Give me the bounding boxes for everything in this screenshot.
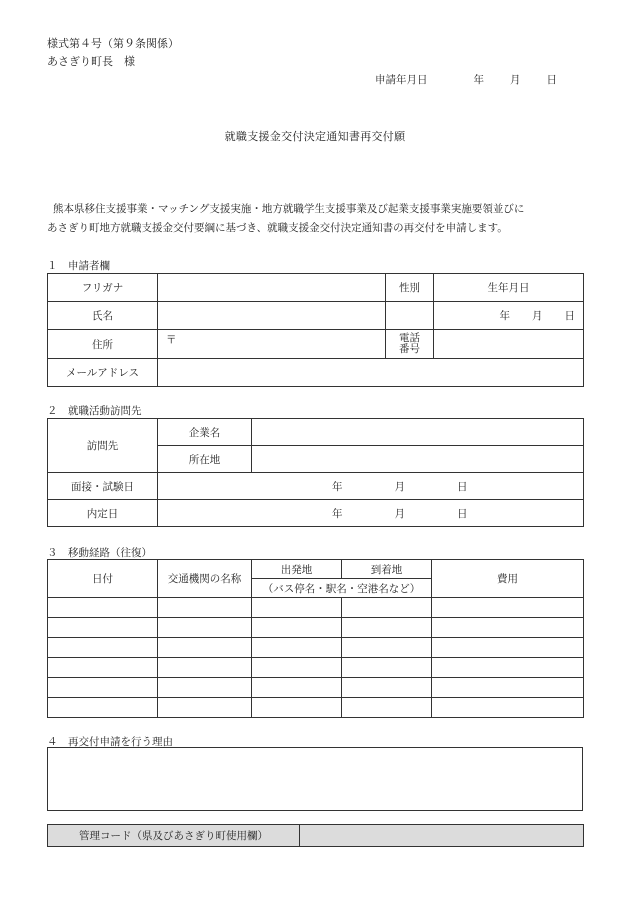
route-cell[interactable] [252, 638, 342, 658]
route-cell[interactable] [342, 658, 432, 678]
date-day: 日 [546, 74, 557, 86]
offer-year: 年 [332, 507, 343, 520]
route-cell[interactable] [158, 598, 252, 618]
offer-day: 日 [457, 507, 468, 520]
route-cell[interactable] [158, 678, 252, 698]
route-row [48, 598, 584, 618]
company-field[interactable] [252, 419, 584, 446]
address-label: 住所 [48, 330, 158, 359]
route-cell[interactable] [48, 678, 158, 698]
postal-mark: 〒 [166, 334, 177, 346]
route-cell[interactable] [432, 618, 584, 638]
route-row [48, 638, 584, 658]
email-label: メールアドレス [48, 359, 158, 387]
route-cell[interactable] [342, 618, 432, 638]
management-code-field [300, 825, 584, 847]
intro-text [47, 200, 587, 238]
management-code-table [47, 824, 584, 847]
birthdate-field[interactable] [434, 302, 584, 330]
location-field[interactable] [252, 446, 584, 473]
route-cell[interactable] [342, 638, 432, 658]
visit-label: 訪問先 [48, 419, 158, 473]
phone-label-line2: 番号 [399, 343, 420, 355]
phone-label [386, 330, 434, 359]
management-code-label: 管理コード（県及びあさぎり町使用欄） [48, 825, 300, 847]
section-1-heading: １ 申請者欄 [47, 260, 110, 272]
route-cell[interactable] [342, 678, 432, 698]
phone-label-line1: 電話 [399, 332, 420, 344]
route-cell[interactable] [48, 618, 158, 638]
interview-month: 月 [394, 480, 405, 493]
interview-year: 年 [332, 480, 343, 493]
route-cell[interactable] [432, 638, 584, 658]
route-cell[interactable] [432, 598, 584, 618]
route-cell[interactable] [48, 638, 158, 658]
route-arrival-header: 到着地 [342, 560, 432, 579]
application-date-label: 申請年月日 [375, 74, 428, 86]
route-cell[interactable] [252, 658, 342, 678]
section-2-heading: ２ 就職活動訪問先 [47, 405, 142, 417]
intro-line-1: 熊本県移住支援事業・マッチング支援実施・地方就職学生支援事業及び起業支援事業実施要領並びに [53, 203, 525, 215]
route-cell[interactable] [158, 658, 252, 678]
email-field[interactable] [158, 359, 584, 387]
birth-year: 年 [499, 310, 510, 322]
route-cell[interactable] [252, 618, 342, 638]
section-3-heading: ３ 移動経路（往復） [47, 547, 152, 559]
section-4-heading: ４ 再交付申請を行う理由 [47, 736, 173, 748]
document-title: 就職支援金交付決定通知書再交付願 [224, 130, 406, 143]
gender-field[interactable] [386, 302, 434, 330]
addressee: あさぎり町長 様 [47, 55, 135, 68]
location-label: 所在地 [158, 446, 252, 473]
route-cell[interactable] [342, 598, 432, 618]
visit-table [47, 418, 584, 527]
route-cost-header: 費用 [432, 560, 584, 598]
route-table [47, 559, 584, 718]
name-label: 氏名 [48, 302, 158, 330]
name-field[interactable] [158, 302, 386, 330]
furigana-label: フリガナ [48, 274, 158, 302]
route-cell[interactable] [158, 698, 252, 718]
application-date [375, 72, 575, 87]
intro-line-2: あさぎり町地方就職支援金交付要綱に基づき、就職支援金交付決定通知書の再交付を申請します。 [47, 222, 508, 234]
birth-day: 日 [564, 310, 575, 322]
route-date-header: 日付 [48, 560, 158, 598]
company-label: 企業名 [158, 419, 252, 446]
offer-date-label: 内定日 [48, 500, 158, 527]
address-field[interactable] [158, 330, 386, 359]
route-cell[interactable] [432, 658, 584, 678]
route-cell[interactable] [252, 698, 342, 718]
route-cell[interactable] [48, 698, 158, 718]
route-cell[interactable] [48, 598, 158, 618]
route-transport-header: 交通機関の名称 [158, 560, 252, 598]
furigana-field[interactable] [158, 274, 386, 302]
birthdate-label: 生年月日 [434, 274, 584, 302]
route-cell[interactable] [432, 678, 584, 698]
date-month: 月 [510, 74, 521, 86]
birth-month: 月 [532, 310, 543, 322]
interview-date-label: 面接・試験日 [48, 473, 158, 500]
offer-month: 月 [394, 507, 405, 520]
route-row [48, 618, 584, 638]
gender-label: 性別 [386, 274, 434, 302]
offer-date-field[interactable] [158, 500, 584, 527]
interview-day: 日 [457, 480, 468, 493]
route-cell[interactable] [252, 598, 342, 618]
route-row [48, 698, 584, 718]
date-year: 年 [473, 74, 484, 86]
route-row [48, 678, 584, 698]
route-cell[interactable] [342, 698, 432, 718]
route-departure-header: 出発地 [252, 560, 342, 579]
route-cell[interactable] [48, 658, 158, 678]
route-cell[interactable] [432, 698, 584, 718]
reason-field[interactable] [47, 747, 583, 811]
route-cell[interactable] [252, 678, 342, 698]
interview-date-field[interactable] [158, 473, 584, 500]
route-place-note: （バス停名・駅名・空港名など） [252, 579, 432, 598]
route-cell[interactable] [158, 638, 252, 658]
phone-field[interactable] [434, 330, 584, 359]
route-cell[interactable] [158, 618, 252, 638]
form-number: 様式第４号（第９条関係） [47, 37, 179, 50]
applicant-table [47, 273, 584, 387]
route-row [48, 658, 584, 678]
